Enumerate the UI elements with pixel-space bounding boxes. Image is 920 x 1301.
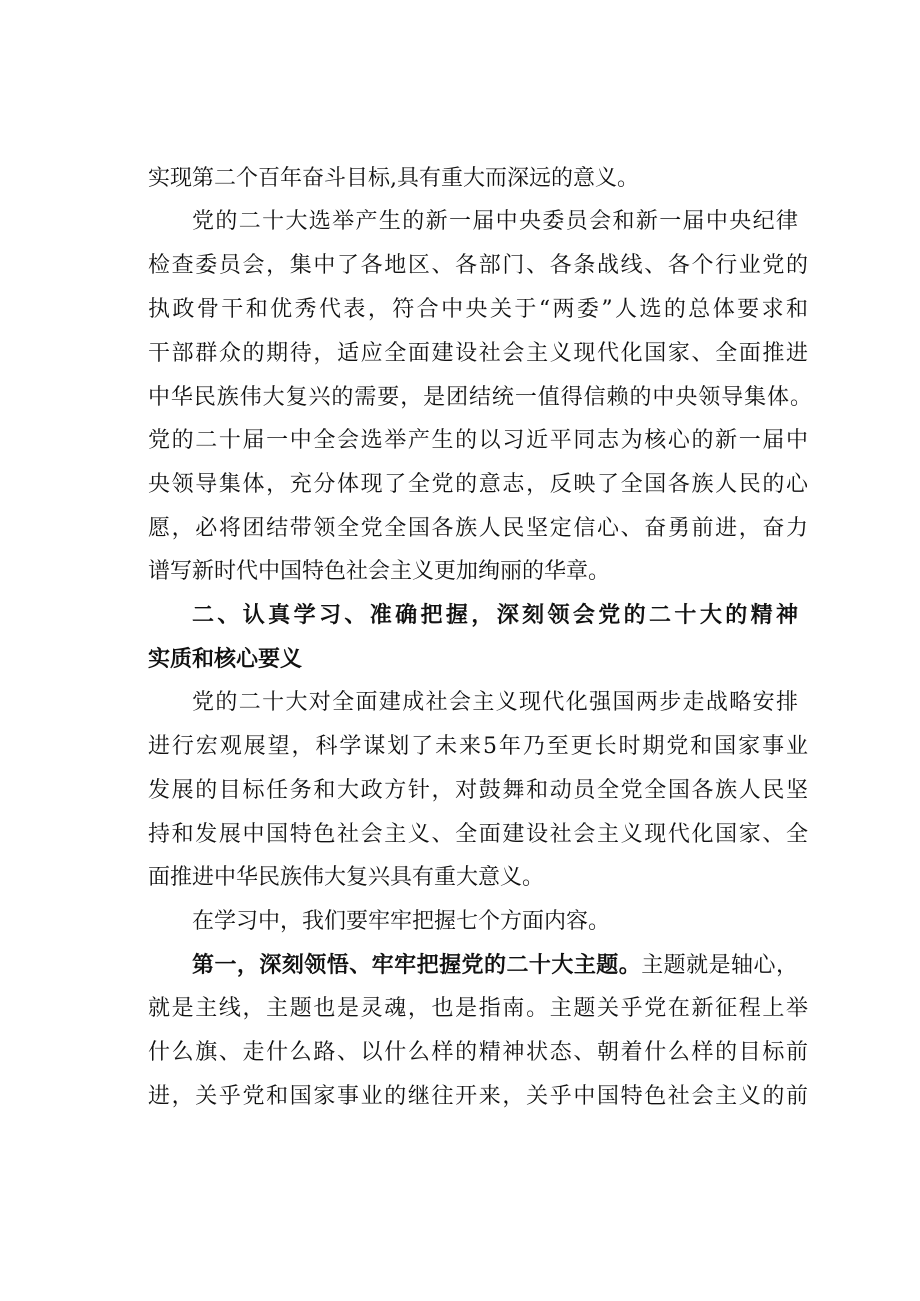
paragraph-line: 在学习中，我们要牢牢把握七个方面内容。 — [192, 909, 611, 934]
paragraph-line: 发展的目标任务和大政方针，对鼓舞和动员全党全国各族人民坚 — [148, 778, 808, 803]
paragraph-line: 党的二十大对全面建成社会主义现代化强国两步走战略安排 — [192, 690, 798, 715]
point-text: 主题就是轴心， — [641, 953, 798, 978]
paragraph-line: 中华民族伟大复兴的需要，是团结统一值得信赖的中央领导集体。 — [148, 385, 812, 410]
paragraph-line: 愿，必将团结带领全党全国各族人民坚定信心、奋勇前进，奋力 — [148, 516, 808, 541]
paragraph-line: 面推进中华民族伟大复兴具有重大意义。 — [148, 865, 545, 890]
section-heading: 二、认真学习、准确把握，深刻领会党的二十大的精神 — [192, 603, 798, 628]
paragraph-line: 什么旗、走什么路、以什么样的精神状态、朝着什么样的目标前 — [148, 1040, 808, 1065]
paragraph-line: 干部群众的期待，适应全面建设社会主义现代化国家、全面推进 — [148, 341, 808, 366]
paragraph-line: 就是主线，主题也是灵魂，也是指南。主题关乎党在新征程上举 — [148, 996, 808, 1021]
paragraph-line: 检查委员会，集中了各地区、各部门、各条战线、各个行业党的 — [148, 253, 808, 278]
paragraph-line: 央领导集体，充分体现了全党的意志，反映了全国各族人民的心 — [148, 472, 808, 497]
section-heading: 实质和核心要义 — [148, 647, 303, 672]
paragraph-line: 持和发展中国特色社会主义、全面建设社会主义现代化国家、全 — [148, 822, 808, 847]
point-line — [192, 951, 798, 981]
paragraph-line: 实现第二个百年奋斗目标,具有重大而深远的意义。 — [148, 166, 639, 191]
paragraph-line: 谱写新时代中国特色社会主义更加绚丽的华章。 — [148, 559, 611, 584]
paragraph-line: 执政骨干和优秀代表，符合中央关于“两委”人选的总体要求和 — [148, 297, 808, 322]
paragraph-line: 党的二十届一中全会选举产生的以习近平同志为核心的新一届中 — [148, 428, 808, 453]
paragraph-line: 进行宏观展望，科学谋划了未来5年乃至更长时期党和国家事业 — [148, 734, 808, 759]
paragraph-line: 进，关乎党和国家事业的继往开来，关乎中国特色社会主义的前 — [148, 1084, 808, 1109]
point-title: 第一，深刻领悟、牢牢把握党的二十大主题。 — [192, 953, 642, 978]
paragraph-line: 党的二十大选举产生的新一届中央委员会和新一届中央纪律 — [192, 209, 798, 234]
